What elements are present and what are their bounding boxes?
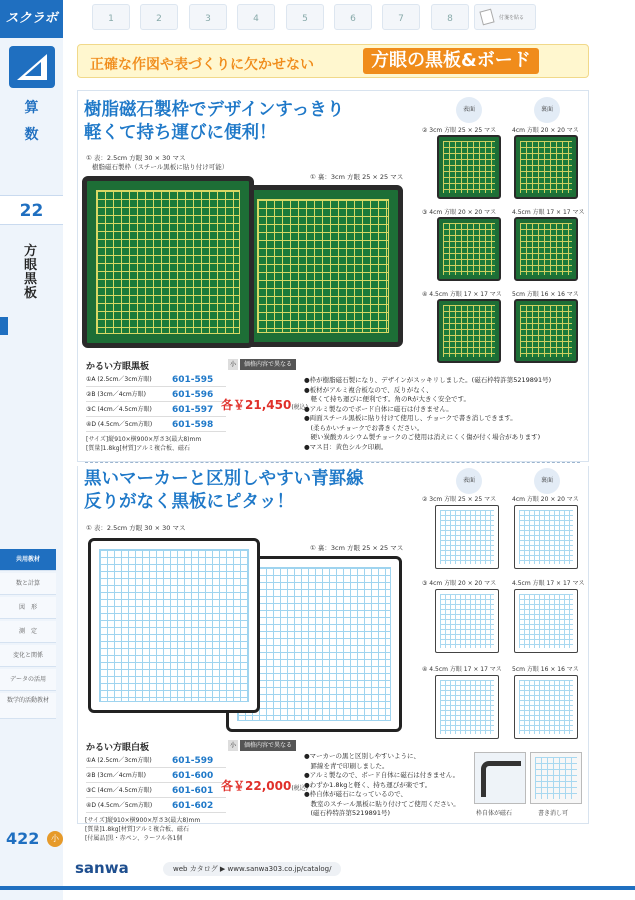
blackboard-back-image	[243, 185, 403, 347]
blackboard-thumb	[437, 217, 501, 281]
thumb-caption: ③ 4cm 方眼 20 × 20 マス	[422, 209, 497, 216]
writing-caption: 書き消し可	[538, 810, 569, 817]
thumb-caption: ④ 4.5cm 方眼 17 × 17 マス	[422, 666, 502, 673]
section-whiteboard	[77, 466, 589, 824]
product-row: ④D (4.5cm／5cm方眼) 601-598	[86, 418, 226, 432]
thumb-caption: ④ 4.5cm 方眼 17 × 17 マス	[422, 291, 502, 298]
bottom-rule	[0, 886, 635, 890]
whiteboard-thumb	[435, 675, 499, 739]
label-back: 裏面	[534, 468, 560, 494]
grade-number: 22	[0, 195, 63, 225]
section2-title-2: 反りがなく黒板にピタッ！	[84, 492, 294, 512]
blackboard-thumb	[514, 217, 578, 281]
sanwa-logo: sanwa	[75, 859, 129, 877]
section2-title-1: 黒いマーカーと区別しやすい青罫線	[84, 469, 364, 489]
product-title: かるい方眼白板	[86, 743, 150, 753]
blackboard-thumb	[437, 135, 501, 199]
sidebar-cat-change[interactable]: 変化と関係	[0, 645, 56, 667]
sidebar-marker	[0, 317, 8, 335]
product-code[interactable]: 601-600	[172, 771, 214, 781]
section1-note-front: ① 表：2.5cm 方眼 30 × 30 マス	[86, 154, 186, 162]
brand-label: スクラボ	[0, 0, 63, 38]
thumb-caption: 4.5cm 方眼 17 × 17 マス	[512, 580, 585, 587]
price-note-badge: 価格内容で異なる	[240, 359, 296, 370]
blackboard-front-image	[82, 176, 254, 348]
spec-size: [サイズ]縦910×横900×厚さ3(最大8)mm	[85, 817, 201, 824]
catalog-url-link[interactable]: web カタログ ▶ www.sanwa303.co.jp/catalog/	[163, 862, 341, 876]
product-row: ②B (3cm／4cm方眼) 601-600	[86, 769, 226, 783]
whiteboard-thumb	[514, 589, 578, 653]
banner-highlight-text: 方眼の黒板&ボード	[363, 48, 539, 74]
section1-title-1: 樹脂磁石製枠でデザインすっきり	[84, 100, 345, 120]
sidebar-cat-activity[interactable]: 数学的活動教材	[0, 693, 56, 719]
product-code[interactable]: 601-598	[172, 420, 214, 430]
product-code[interactable]: 601-596	[172, 390, 214, 400]
sidebar	[0, 0, 63, 900]
label-back: 裏面	[534, 97, 560, 123]
thumb-caption: 4cm 方眼 20 × 20 マス	[512, 127, 579, 134]
subject-char-1: 算	[24, 100, 39, 116]
top-tab-1[interactable]: 1	[92, 4, 130, 30]
sidebar-cat-common[interactable]: 共用教材	[0, 549, 56, 571]
product-code[interactable]: 601-602	[172, 801, 214, 811]
section-divider	[85, 462, 580, 463]
label-front: 表面	[456, 468, 482, 494]
elementary-icon: 小	[229, 361, 236, 368]
spec-accessories: [付属品]黒・赤ペン、ラーフル各1個	[85, 835, 183, 842]
spec-weight: [質量]1.8kg[材質]アルミ複合板、磁石	[86, 445, 190, 452]
sticky-note-tab[interactable]	[474, 4, 536, 30]
blackboard-thumb	[437, 299, 501, 363]
page-number: 422	[6, 829, 40, 848]
thumb-caption: 4.5cm 方眼 17 × 17 マス	[512, 209, 585, 216]
section1-note-front2: 樹脂磁石製枠（スチール黒板に貼り付け可能）	[92, 163, 229, 171]
top-tab-6[interactable]: 6	[334, 4, 372, 30]
thumb-caption: ② 3cm 方眼 25 × 25 マス	[422, 127, 497, 134]
whiteboard-thumb	[435, 505, 499, 569]
top-tab-7[interactable]: 7	[382, 4, 420, 30]
writing-photo	[530, 752, 582, 804]
page-badge: 小	[47, 831, 63, 847]
product-code[interactable]: 601-599	[172, 756, 214, 766]
section2-note-back: ① 裏：3cm 方眼 25 × 25 マス	[310, 544, 404, 552]
banner-lead-text: 正確な作図や表づくりに欠かせない	[90, 57, 314, 73]
footer	[63, 855, 635, 900]
header-banner	[77, 44, 589, 78]
top-tab-4[interactable]: 4	[237, 4, 275, 30]
sidebar-cat-measure[interactable]: 測 定	[0, 621, 56, 643]
product-row: ①A (2.5cm／3cm方眼) 601-595	[86, 373, 226, 387]
thumb-caption: 4cm 方眼 20 × 20 マス	[512, 496, 579, 503]
product-code[interactable]: 601-595	[172, 375, 214, 385]
whiteboard-thumb	[514, 675, 578, 739]
sticky-note-icon	[479, 9, 494, 26]
sidebar-cat-number[interactable]: 数と計算	[0, 573, 56, 595]
top-tab-3[interactable]: 3	[189, 4, 227, 30]
elementary-icon: 小	[229, 742, 236, 749]
thumb-caption: 5cm 方眼 16 × 16 マス	[512, 291, 579, 298]
blackboard-thumb	[514, 135, 578, 199]
sidebar-cat-shape[interactable]: 図 形	[0, 597, 56, 619]
drafting-triangle-icon	[7, 44, 57, 90]
price-note-badge: 価格内容で異なる	[240, 740, 296, 751]
section2-note-front: ① 表：2.5cm 方眼 30 × 30 マス	[86, 524, 186, 532]
section-blackboard	[77, 90, 589, 462]
thumb-caption: ② 3cm 方眼 25 × 25 マス	[422, 496, 497, 503]
product-row: ③C (4cm／4.5cm方眼) 601-601	[86, 784, 226, 798]
feature-list: ●枠が樹脂磁石製になり、デザインがスッキリしました。(磁石枠特許第5219891号) ●板材がアルミ複合板なので、反りがなく、 軽くて持ち運びに便利です。角のRが大きく安全です。 ●アルミ製なのでボード自体に磁石は付きません。 ●両面スチール黒板に貼り付けて使用し、チョークで書き消しできます。 (柔らかいチョークでお書きください。 硬い炭酸カルシウム製チョークのご使用は消えにくく傷が付く場合があります) ●マス目：黄色シルク印刷。	[304, 376, 552, 451]
product-row: ①A (2.5cm／3cm方眼) 601-599	[86, 754, 226, 768]
whiteboard-thumb	[435, 589, 499, 653]
subject-char-2: 数	[24, 127, 39, 143]
product-row: ②B (3cm／4cm方眼) 601-596	[86, 388, 226, 402]
top-tab-8[interactable]: 8	[431, 4, 469, 30]
spec-size: [サイズ]縦910×横900×厚さ3(最大8)mm	[86, 436, 202, 443]
thumb-caption: 5cm 方眼 16 × 16 マス	[512, 666, 579, 673]
feature-list: ●マーカーの黒と区別しやすいように、 罫線を青で印刷しました。 ●アルミ製なので、ボード自体に磁石は付きません。 ●わずか1.8kgと軽く、持ち運びが楽です。 ●枠自体が磁石になっているので、 教室のスチール黒板に貼り付けてご使用ください。 (磁石枠特許第5219891号)	[304, 752, 460, 817]
sticky-note-label: 付箋を貼る	[499, 15, 525, 21]
product-code[interactable]: 601-601	[172, 786, 214, 796]
product-code[interactable]: 601-597	[172, 405, 214, 415]
top-tab-5[interactable]: 5	[286, 4, 324, 30]
topic-vertical-label: 方眼黒板	[24, 244, 38, 301]
magnet-frame-photo	[474, 752, 526, 804]
whiteboard-front-image	[88, 538, 260, 713]
section1-note-back: ① 裏：3cm 方眼 25 × 25 マス	[310, 173, 404, 181]
product-title: かるい方眼黒板	[86, 362, 150, 372]
sidebar-cat-data[interactable]: データの活用	[0, 669, 56, 691]
blackboard-thumb	[514, 299, 578, 363]
spec-weight: [質量]1.8kg[材質]アルミ複合板、磁石	[85, 826, 189, 833]
thumb-caption: ③ 4cm 方眼 20 × 20 マス	[422, 580, 497, 587]
label-front: 表面	[456, 97, 482, 123]
price: 各￥21,450(税込)	[221, 398, 308, 412]
product-row: ③C (4cm／4.5cm方眼) 601-597	[86, 403, 226, 417]
price: 各￥22,000(税込)	[221, 779, 308, 793]
product-row: ④D (4.5cm／5cm方眼) 601-602	[86, 799, 226, 813]
whiteboard-thumb	[514, 505, 578, 569]
section1-title-2: 軽くて持ち運びに便利！	[84, 123, 277, 143]
top-tab-2[interactable]: 2	[140, 4, 178, 30]
magnet-frame-caption: 枠自体が磁石	[476, 810, 513, 817]
